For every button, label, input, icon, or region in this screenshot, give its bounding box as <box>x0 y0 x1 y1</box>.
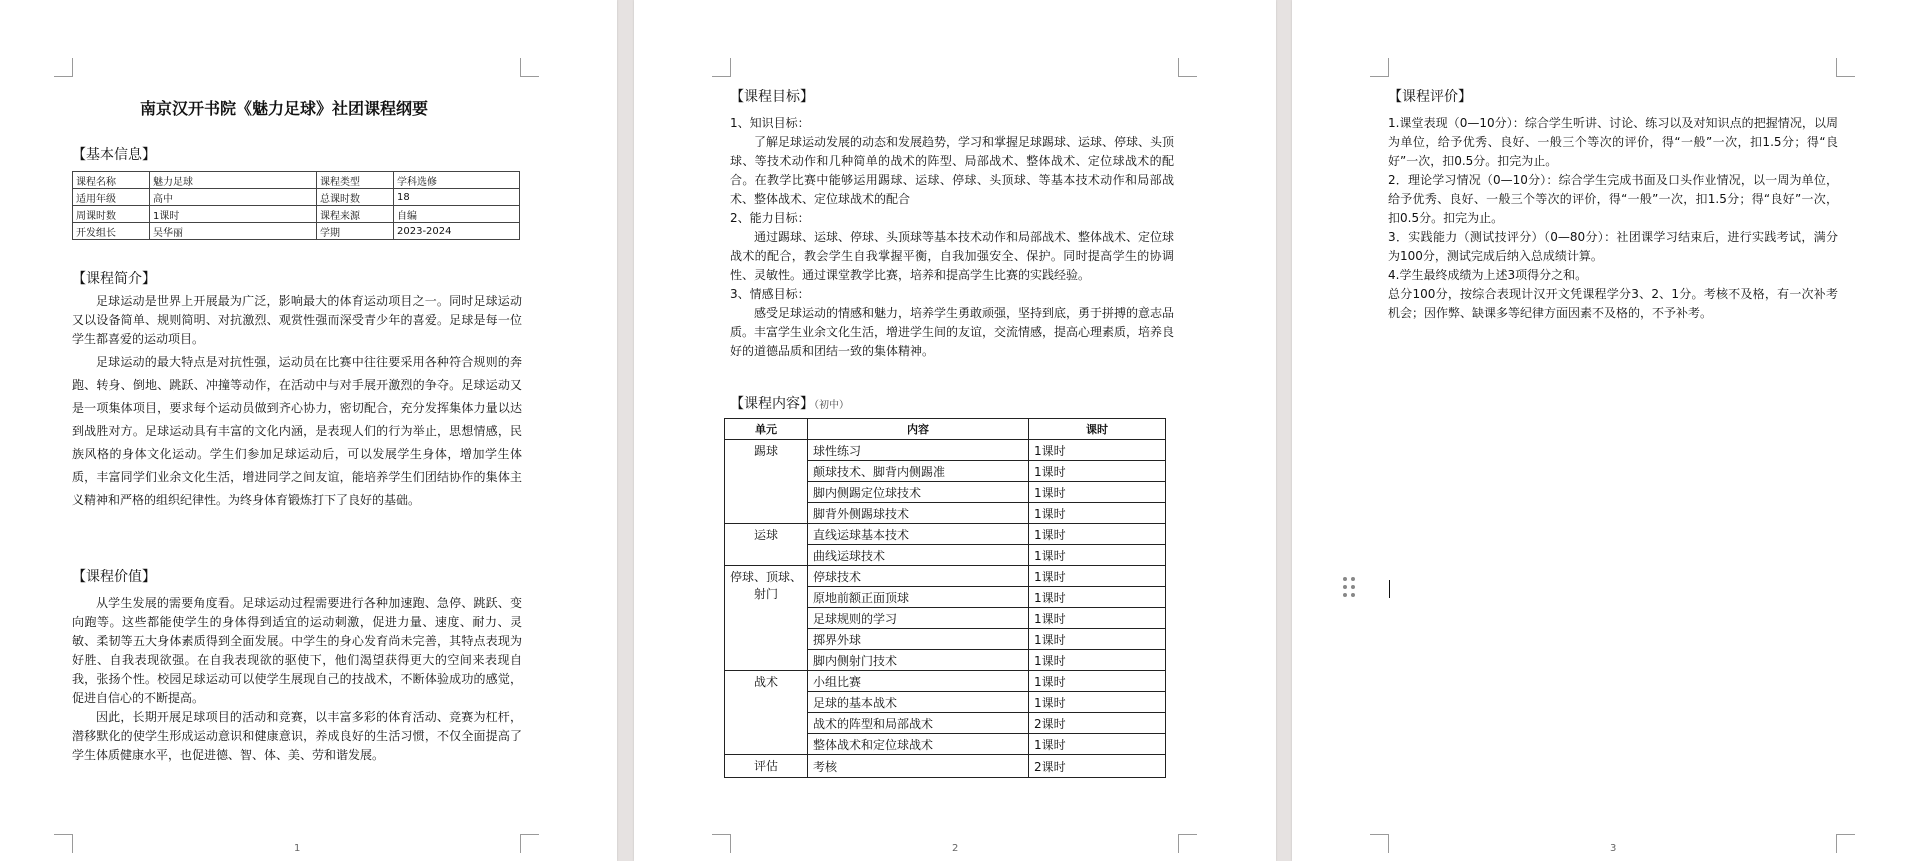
table-hours-cell: 1课时 <box>1029 440 1166 461</box>
table-hours-cell: 2课时 <box>1029 755 1166 778</box>
table-hours-cell: 1课时 <box>1029 608 1166 629</box>
table-hours-cell: 1课时 <box>1029 671 1166 692</box>
crop-mark <box>1836 58 1855 77</box>
table-hours-cell: 1课时 <box>1029 524 1166 545</box>
info-table-label: 开发组长 <box>73 223 150 240</box>
info-table-label: 课程名称 <box>73 172 150 189</box>
table-hours-cell: 1课时 <box>1029 545 1166 566</box>
table-header-hours: 课时 <box>1029 419 1166 440</box>
content-heading-note: （初中） <box>814 400 849 411</box>
table-unit-cell: 评估 <box>725 755 808 778</box>
evaluation-item-5: 总分100分，按综合表现计汉开文凭课程学分3、2、1分。考核不及格，有一次补考机会；因作弊、缺课多等纪律方面因素不及格的，不予补考。 <box>1388 287 1838 320</box>
info-table-value: 1课时 <box>150 206 317 223</box>
table-content-cell: 曲线运球技术 <box>808 545 1029 566</box>
table-content-cell: 掷界外球 <box>808 629 1029 650</box>
evaluation-item-2: 2．理论学习情况（0—10分）：综合学生完成书面及口头作业情况，以一周为单位，给予优秀、良好、一般三个等次的评价，得“一般”一次，扣1.5分；得“良好”一次，扣0.5分。扣完为止。 <box>1388 173 1838 225</box>
knowledge-goal-label: 1、知识目标： <box>730 116 810 130</box>
intro-paragraph-2: 足球运动的最大特点是对抗性强，运动员在比赛中往往要采用各种符合规则的奔跑、转身、倒地、跳跃、冲撞等动作，在活动中与对手展开激烈的争夺。足球运动又是一项集体项目，要求每个运动员做到齐心协力，密切配合，充分发挥集体力量以达到战胜对方。足球运动具有丰富的文化内涵，是表现人们的行为举止，思想情感，民族风格的身体文化运动。学生们参加足球运动后，可以发展学生身体，增加学生体质，丰富同学们业余文化生活，增进同学之间友谊，能培养学生们团结协作的集体主义精神和严格的组织纪律性。为终身体育锻炼打下了良好的基础。 <box>72 355 522 507</box>
crop-mark <box>1178 834 1197 853</box>
crop-mark <box>54 834 73 853</box>
crop-mark <box>1370 58 1389 77</box>
evaluation-heading: 【课程评价】 <box>1388 89 1472 105</box>
crop-mark <box>712 58 731 77</box>
info-table-label: 课程类型 <box>317 172 394 189</box>
table-content-cell: 足球的基本战术 <box>808 692 1029 713</box>
basic-info-heading: 【基本信息】 <box>72 147 156 163</box>
table-content-cell: 颠球技术、脚背内侧踢准 <box>808 461 1029 482</box>
info-table-value: 2023-2024 <box>394 223 520 240</box>
table-content-cell: 小组比赛 <box>808 671 1029 692</box>
info-table-value: 自编 <box>394 206 520 223</box>
table-content-cell: 脚内侧射门技术 <box>808 650 1029 671</box>
ability-goal-label: 2、能力目标： <box>730 211 810 225</box>
table-hours-cell: 1课时 <box>1029 461 1166 482</box>
table-content-cell: 战术的阵型和局部战术 <box>808 713 1029 734</box>
text-cursor <box>1389 580 1390 598</box>
table-row <box>725 566 1166 587</box>
content-heading-label: 【课程内容】 <box>730 396 814 412</box>
table-hours-cell: 1课时 <box>1029 587 1166 608</box>
table-hours-cell: 1课时 <box>1029 503 1166 524</box>
evaluation-text <box>1388 114 1838 323</box>
page-number: 1 <box>294 843 301 854</box>
info-table-row <box>73 223 520 240</box>
crop-mark <box>520 58 539 77</box>
table-row <box>725 671 1166 692</box>
ability-goal-text: 通过踢球、运球、停球、头顶球等基本技术动作和局部战术、整体战术、定位球战术的配合，教会学生自我掌握平衡，自我加强安全、保护。同时提高学生的协调性、灵敏性。通过课堂教学比赛，培养和提高学生比赛的实践经验。 <box>730 230 1175 282</box>
table-content-cell: 停球技术 <box>808 566 1029 587</box>
knowledge-goal-text: 了解足球运动发展的动态和发展趋势，学习和掌握足球踢球、运球、停球、头顶球、等技术动作和几种简单的战术的阵型、局部战术、整体战术、定位球战术的配合。在教学比赛中能够运用踢球、运球、停球、头顶球、等基本技术动作和局部战术、整体战术、定位球战术的配合 <box>730 135 1175 206</box>
table-content-cell: 球性练习 <box>808 440 1029 461</box>
content-heading <box>730 393 849 413</box>
info-table-label: 总课时数 <box>317 189 394 206</box>
info-table-label: 学期 <box>317 223 394 240</box>
crop-mark <box>1178 58 1197 77</box>
document-title: 南京汉开书院《魅力足球》社团课程纲要 <box>140 99 429 118</box>
table-hours-cell: 1课时 <box>1029 650 1166 671</box>
table-content-cell: 足球规则的学习 <box>808 608 1029 629</box>
value-heading: 【课程价值】 <box>72 569 156 585</box>
value-paragraph-1: 从学生发展的需要角度看。足球运动过程需要进行各种加速跑、急停、跳跃、变向跑等。这些都能使学生的身体得到适宜的运动刺激，促进力量、速度、耐力、灵敏、柔韧等五大身体素质得到全面发展。中学生的身心发育尚未完善，其特点表现为好胜、自我表现欲强。在自我表现欲的驱使下，他们渴望获得更大的空间来表现自我，张扬个性。校园足球运动可以使学生展现自己的技战术，不断体验成功的感觉，促进自信心的不断提高。 <box>72 596 522 705</box>
table-content-cell: 脚背外侧踢球技术 <box>808 503 1029 524</box>
table-content-cell: 原地前额正面顶球 <box>808 587 1029 608</box>
intro-heading: 【课程简介】 <box>72 271 156 287</box>
table-hours-cell: 1课时 <box>1029 629 1166 650</box>
value-text <box>72 594 522 765</box>
table-hours-cell: 1课时 <box>1029 692 1166 713</box>
course-content-table <box>724 418 1166 778</box>
table-unit-cell: 踢球 <box>725 440 808 524</box>
info-table-value: 学科选修 <box>394 172 520 189</box>
intro-paragraph-1: 足球运动是世界上开展最为广泛，影响最大的体育运动项目之一。同时足球运动又以设备简单、规则简明、对抗激烈、观赏性强而深受青少年的喜爱。足球是每一位学生都喜爱的运动项目。 <box>72 294 522 346</box>
intro-text <box>72 292 522 512</box>
info-table-label: 课程来源 <box>317 206 394 223</box>
paragraph-drag-handle-icon[interactable] <box>1343 577 1357 599</box>
crop-mark <box>712 834 731 853</box>
value-paragraph-2: 因此，长期开展足球项目的活动和竞赛，以丰富多彩的体育活动、竞赛为杠杆，潜移默化的使学生形成运动意识和健康意识，养成良好的生活习惯，不仅全面提高了学生体质健康水平，也促进德、智、体、美、劳和谐发展。 <box>72 710 522 762</box>
table-content-cell: 考核 <box>808 755 1029 778</box>
table-row <box>725 755 1166 778</box>
table-unit-cell: 战术 <box>725 671 808 755</box>
crop-mark <box>54 58 73 77</box>
emotion-goal-text: 感受足球运动的情感和魅力，培养学生勇敢顽强，坚持到底，勇于拼搏的意志品质。丰富学生业余文化生活，增进学生间的友谊，交流情感，提高心理素质，培养良好的道德品质和团结一致的集体精神。 <box>730 306 1175 358</box>
info-table-value: 高中 <box>150 189 317 206</box>
basic-info-table <box>72 171 520 240</box>
info-table-value: 18 <box>394 189 520 206</box>
table-hours-cell: 1课时 <box>1029 734 1166 755</box>
page-number: 3 <box>1610 843 1617 854</box>
crop-mark <box>1836 834 1855 853</box>
table-content-cell: 脚内侧踢定位球技术 <box>808 482 1029 503</box>
info-table-row <box>73 172 520 189</box>
info-table-row <box>73 206 520 223</box>
table-header-content: 内容 <box>808 419 1029 440</box>
table-hours-cell: 1课时 <box>1029 482 1166 503</box>
crop-mark <box>520 834 539 853</box>
table-hours-cell: 1课时 <box>1029 566 1166 587</box>
crop-mark <box>1370 834 1389 853</box>
info-table-row <box>73 189 520 206</box>
document-page-2 <box>634 0 1276 861</box>
goals-heading: 【课程目标】 <box>730 89 814 105</box>
table-unit-cell: 运球 <box>725 524 808 566</box>
table-header-unit: 单元 <box>725 419 808 440</box>
emotion-goal-label: 3、情感目标： <box>730 287 810 301</box>
table-hours-cell: 2课时 <box>1029 713 1166 734</box>
document-page-3 <box>1292 0 1926 861</box>
evaluation-item-3: 3．实践能力（测试技评分）（0—80分）：社团课学习结束后，进行实践考试，满分为100分，测试完成后纳入总成绩计算。 <box>1388 230 1838 263</box>
table-unit-cell: 停球、顶球、射门 <box>725 566 808 671</box>
evaluation-item-4: 4.学生最终成绩为上述3项得分之和。 <box>1388 268 1588 282</box>
table-content-cell: 整体战术和定位球战术 <box>808 734 1029 755</box>
info-table-value: 魅力足球 <box>150 172 317 189</box>
info-table-value: 吴华丽 <box>150 223 317 240</box>
table-content-cell: 直线运球基本技术 <box>808 524 1029 545</box>
table-row <box>725 524 1166 545</box>
goals-text <box>730 114 1174 361</box>
evaluation-item-1: 1.课堂表现（0—10分）：综合学生听讲、讨论、练习以及对知识点的把握情况，以周为单位，给予优秀、良好、一般三个等次的评价，得“一般”一次，扣1.5分；得“良好”一次，扣0.5分。扣完为止。 <box>1388 116 1838 168</box>
document-page-1 <box>0 0 617 861</box>
table-row <box>725 440 1166 461</box>
info-table-label: 适用年级 <box>73 189 150 206</box>
info-table-label: 周课时数 <box>73 206 150 223</box>
page-number: 2 <box>952 843 959 854</box>
